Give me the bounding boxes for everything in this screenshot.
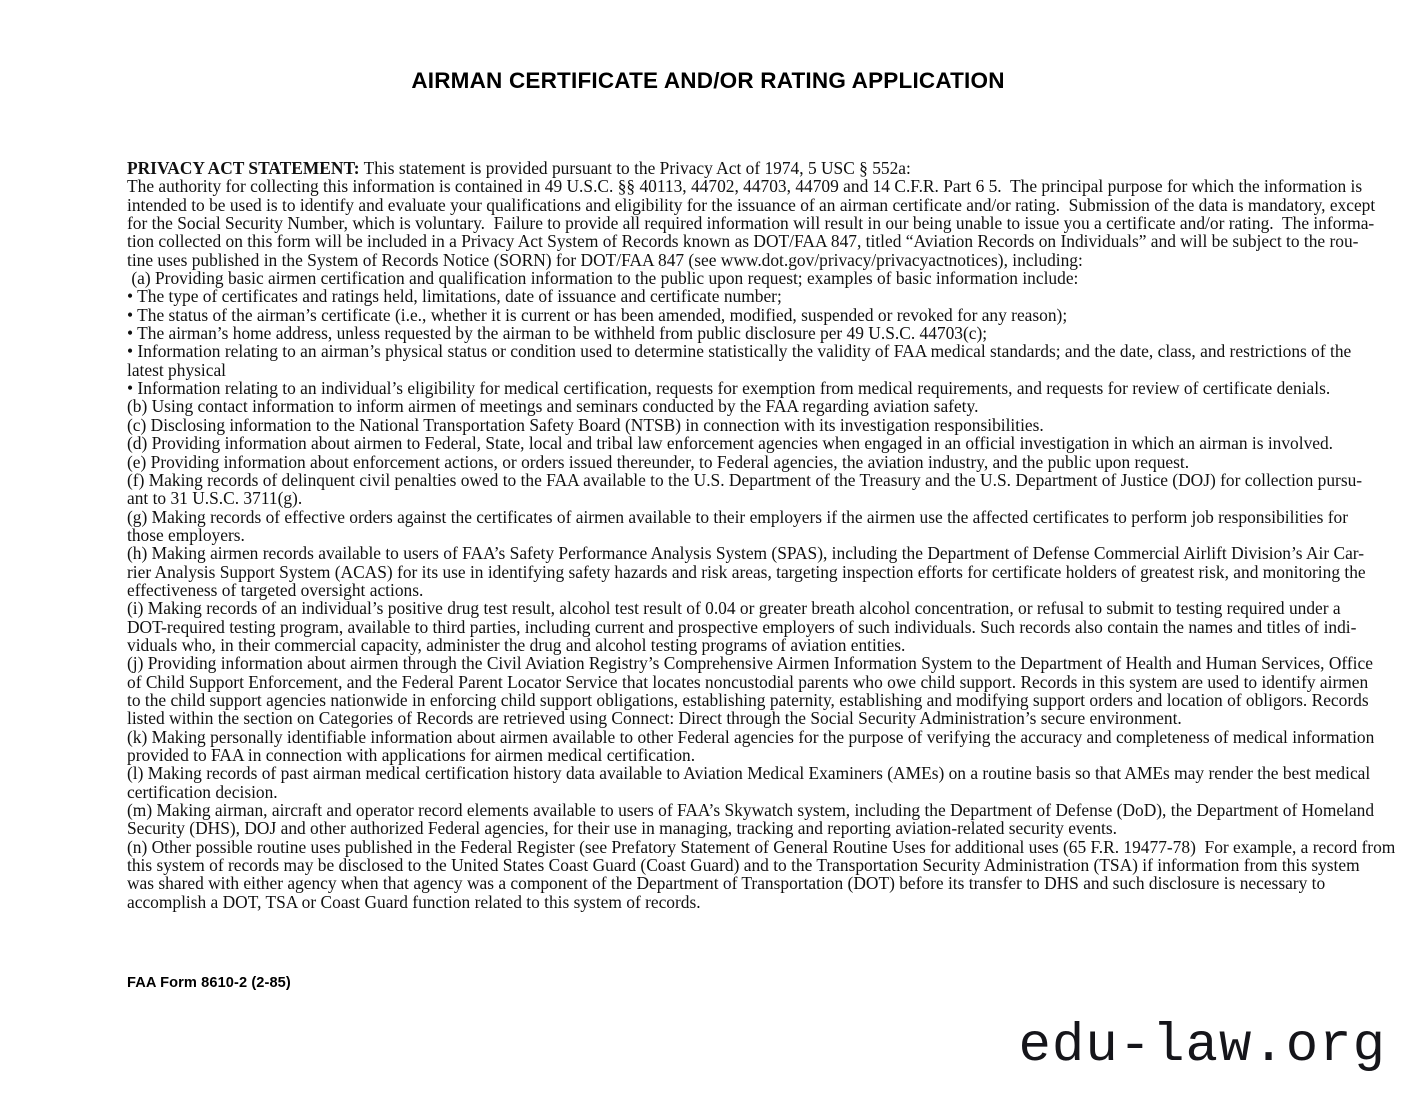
privacy-act-line: (j) Providing information about airmen through the Civil Aviation Registry’s Comprehensive Airmen Information System to the Department of Health and Human Services, Office [127, 653, 1373, 674]
privacy-act-line: (i) Making records of an individual’s positive drug test result, alcohol test result of 0.04 or greater breath alcohol concentration, or refusal to submit to testing required under a [127, 598, 1341, 619]
privacy-act-line: (b) Using contact information to inform airmen of meetings and seminars conducted by the FAA regarding aviation safety. [127, 396, 979, 417]
privacy-act-line: listed within the section on Categories of Records are retrieved using Connect: Direct through the Social Security Administration’s secure environment. [127, 708, 1182, 729]
privacy-act-line: (k) Making personally identifiable information about airmen available to other Federal agencies for the purpose of verifying the accuracy and completeness of medical information [127, 726, 1375, 747]
privacy-act-line: viduals who, in their commercial capacity, administer the drug and alcohol testing programs of aviation entities. [127, 634, 906, 655]
privacy-act-line: tion collected on this form will be included in a Privacy Act System of Records known as DOT/FAA 847, titled “Aviation Records on Individuals” and will be subject to the rou- [127, 231, 1359, 252]
privacy-act-line: latest physical [127, 359, 227, 380]
privacy-act-line: to the child support agencies nationwide in enforcing child support obligations, establishing paternity, establishing and modifying support orders and location of obligors. Records [127, 689, 1369, 710]
privacy-act-line: tine uses published in the System of Records Notice (SORN) for DOT/FAA 847 (see www.dot.gov/privacy/privacyactnotices), including: [127, 249, 1083, 270]
privacy-act-line: was shared with either agency when that agency was a component of the Department of Transportation (DOT) before its transfer to DHS and such disclosure is necessary to [127, 873, 1326, 894]
faa-form-id: FAA Form 8610-2 (2-85) [127, 975, 291, 991]
privacy-act-statement-body [127, 158, 1396, 912]
privacy-act-line: • Information relating to an airman’s physical status or condition used to determine statistically the validity of FAA medical standards; and the date, class, and restrictions of the [127, 341, 1352, 362]
privacy-act-line: (c) Disclosing information to the National Transportation Safety Board (NTSB) in connection with its investigation responsibilities. [127, 414, 1044, 435]
privacy-act-line: (e) Providing information about enforcement actions, or orders issued thereunder, to Federal agencies, the aviation industry, and the public upon request. [127, 451, 1190, 472]
page-title: AIRMAN CERTIFICATE AND/OR RATING APPLICATION [411, 68, 1005, 93]
privacy-act-line: this system of records may be disclosed to the United States Coast Guard (Coast Guard) and to the Transportation Security Administration (TSA) if information from this system [127, 855, 1360, 876]
privacy-act-line: (l) Making records of past airman medical certification history data available to Aviation Medical Examiners (AMEs) on a routine basis so that AMEs may render the best medical [127, 763, 1371, 784]
privacy-act-line: certification decision. [127, 781, 278, 802]
privacy-act-heading-line [127, 159, 1309, 177]
privacy-act-line: • The airman’s home address, unless requested by the airman to be withheld from public disclosure per 49 U.S.C. 44703(c); [127, 323, 988, 344]
privacy-act-line: rier Analysis Support System (ACAS) for its use in identifying safety hazards and risk areas, targeting inspection efforts for certificate holders of greatest risk, and monitoring the [127, 561, 1366, 582]
privacy-act-line: • The type of certificates and ratings held, limitations, date of issuance and certificate number; [127, 286, 782, 307]
privacy-act-line: • Information relating to an individual’s eligibility for medical certification, requests for exemption from medical requirements, and requests for review of certificate denials. [127, 378, 1331, 399]
privacy-act-line: intended to be used is to identify and evaluate your qualifications and eligibility for the issuance of an airman certificate and/or rating. Submission of the data is mandatory, except [127, 194, 1376, 215]
privacy-act-line: for the Social Security Number, which is voluntary. Failure to provide all required information will result in our being unable to issue you a certificate and/or rating. The informa- [127, 213, 1375, 234]
privacy-act-line: those employers. [127, 524, 245, 545]
privacy-act-line: (a) Providing basic airmen certification and qualification information to the public upon request; examples of basic information include: [127, 268, 1079, 289]
privacy-act-line: ant to 31 U.S.C. 3711(g). [127, 488, 303, 509]
privacy-act-line: The authority for collecting this information is contained in 49 U.S.C. §§ 40113, 44702, 44703, 44709 and 14 C.F.R. Part 6 5. The principal purpose for which the information is [127, 176, 1363, 197]
privacy-act-heading-rest: This statement is provided pursuant to the Privacy Act of 1974, 5 USC § 552a: [359, 158, 911, 178]
privacy-act-line: accomplish a DOT, TSA or Coast Guard function related to this system of records. [127, 891, 701, 912]
privacy-act-lines [127, 176, 1396, 912]
site-watermark: edu-law.org [1018, 1016, 1386, 1077]
privacy-act-line: provided to FAA in connection with applications for airmen medical certification. [127, 745, 696, 765]
privacy-act-line: (h) Making airmen records available to users of FAA’s Safety Performance Analysis System (SPAS), including the Department of Defense Commercial Airlift Division’s Air Car- [127, 543, 1365, 564]
privacy-act-line: (n) Other possible routine uses published in the Federal Register (see Prefatory Statement of General Routine Uses for additional uses (65 F.R. 19477-78) For example, a record from [127, 836, 1396, 857]
privacy-act-line: of Child Support Enforcement, and the Federal Parent Locator Service that locates noncustodial parents who owe child support. Records in this system are used to identify airmen [127, 671, 1369, 692]
privacy-act-line: (f) Making records of delinquent civil penalties owed to the FAA available to the U.S. Department of the Treasury and the U.S. Department of Justice (DOJ) for collection pursu- [127, 469, 1363, 490]
privacy-act-line: effectiveness of targeted oversight actions. [127, 579, 424, 600]
privacy-act-line: (d) Providing information about airmen to Federal, State, local and tribal law enforcement agencies when engaged in an official investigation in which an airman is involved. [127, 433, 1334, 454]
privacy-act-heading-label: PRIVACY ACT STATEMENT: [127, 158, 360, 178]
privacy-act-line: Security (DHS), DOJ and other authorized Federal agencies, for their use in managing, tracking and reporting aviation-related security events. [127, 818, 1117, 839]
privacy-act-line: • The status of the airman’s certificate (i.e., whether it is current or has been amended, modified, suspended or revoked for any reason); [127, 304, 1068, 325]
privacy-act-line: DOT-required testing program, available to third parties, including current and prospective employers of such individuals. Such records also contain the names and titles of indi- [127, 616, 1357, 637]
privacy-act-line: (m) Making airman, aircraft and operator record elements available to users of FAA’s Skywatch system, including the Department of Defense (DoD), the Department of Homeland [127, 800, 1375, 821]
privacy-act-line: (g) Making records of effective orders against the certificates of airmen available to their employers if the airmen use the affected certificates to perform job responsibilities for [127, 506, 1349, 527]
